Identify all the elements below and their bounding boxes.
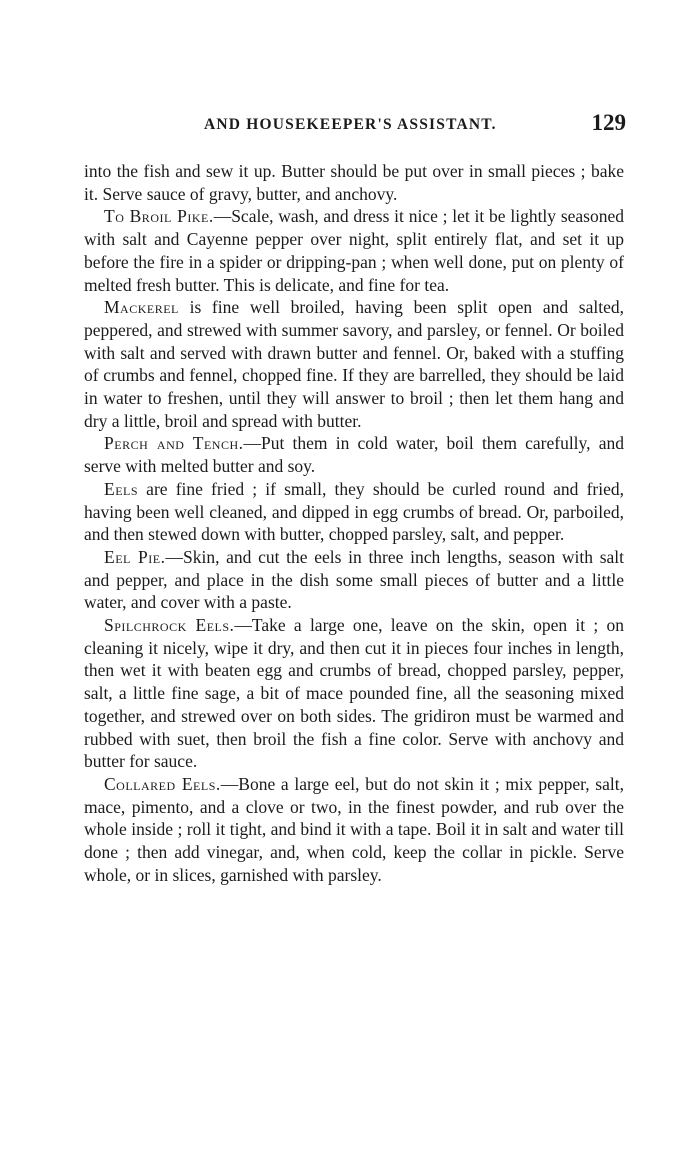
recipe-text: —Put them in cold water, boil them carefully, and serve with melted butter and soy. — [84, 433, 624, 477]
recipe-broil-pike — [84, 205, 624, 296]
page-body — [84, 160, 624, 887]
recipe-text: are fine fried ; if small, they should be curled round and fried, having been well cleaned, and dipped in egg crumbs of bread. Or, parboiled, and then stewed down with butter, chopped parsley, salt, and pepper. — [84, 478, 624, 545]
recipe-title: Mackerel — [104, 297, 179, 318]
recipe-title: Eels — [104, 478, 139, 499]
recipe-text: —Bone a large eel, but do not skin it ; mix pepper, salt, mace, pimento, and a clove or two, in the finest powder, and rub over the whole inside ; roll it tight, and bind it with a tape. Boil it in salt and water till done ; then add vinegar, and, when cold, keep the collar in pickle. Serve whole, or in slices, garnished with parsley. — [84, 773, 624, 885]
recipe-title: Eel Pie. — [104, 546, 166, 567]
recipe-collared-eels — [84, 773, 624, 887]
page-number: 129 — [591, 110, 626, 135]
running-head: AND HOUSEKEEPER'S ASSISTANT. — [204, 116, 497, 133]
recipe-text: is fine well broiled, having been split open and salted, peppered, and strewed with summer savory, and parsley, or fennel. Or boiled with salt and served with drawn butter and fennel. Or, baked with a stuffing of crumbs and fennel, chopped fine. If they are barrelled, they should be laid in water to freshen, until they will answer to broil ; then let them hang and dry a little, broil and spread with butter. — [84, 297, 624, 431]
page-header — [84, 110, 626, 140]
recipe-mackerel — [84, 296, 624, 432]
recipe-perch-and-tench — [84, 432, 624, 477]
recipe-title: To Broil Pike. — [104, 206, 214, 227]
recipe-eel-pie — [84, 546, 624, 614]
paragraph-text: into the fish and sew it up. Butter should be put over in small pieces ; bake it. Serve sauce of gravy, butter, and anchovy. — [84, 161, 624, 204]
recipe-title: Spilchrock Eels. — [104, 615, 235, 636]
recipe-text: —Take a large one, leave on the skin, open it ; on cleaning it nicely, wipe it dry, and then cut it in pieces four inches in length, then wet it with beaten egg and crumbs of bread, chopped parsley, pepper, salt, a little fine sage, a bit of mace pounded fine, all the seasoning mixed together, and strewed over on both sides. The gridiron must be warmed and rubbed with suet, then broil the fish a fine color. Serve with anchovy and butter for sauce. — [84, 615, 624, 772]
recipe-title: Perch and Tench. — [104, 433, 244, 454]
recipe-eels — [84, 478, 624, 546]
recipe-text: —Skin, and cut the eels in three inch lengths, season with salt and pepper, and place in the dish some small pieces of butter and a little water, and cover with a paste. — [84, 546, 624, 613]
paragraph-continuation — [84, 160, 624, 205]
recipe-spilchrock-eels — [84, 614, 624, 773]
recipe-text: —Scale, wash, and dress it nice ; let it be lightly seasoned with salt and Cayenne pepper over night, split entirely flat, and set it up before the fire in a spider or dripping-pan ; when well done, put on plenty of melted fresh butter. This is delicate, and fine for tea. — [84, 206, 625, 295]
recipe-title: Collared Eels. — [104, 773, 221, 794]
